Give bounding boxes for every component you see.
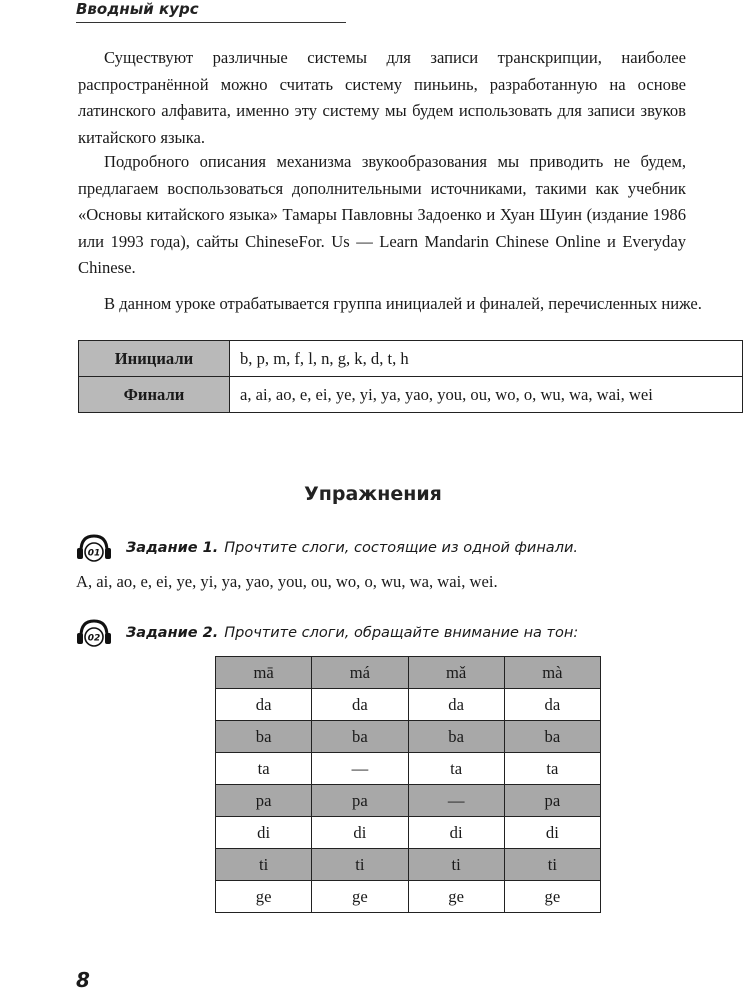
section-title: Упражнения	[304, 483, 442, 505]
paragraph-transcription-systems: Существуют различные системы для записи транскрипции, наиболее распространённой можно считать систему пиньинь, разработанную на основе латинского алфавита, именно эту систему мы будем использовать для записи звуков китайского языка.	[78, 48, 686, 147]
running-header: Вводный курс	[76, 0, 199, 18]
table-cell: ta	[504, 753, 600, 785]
initials-label: Инициали	[79, 341, 230, 377]
table-cell: ti	[408, 849, 504, 881]
table-cell: di	[312, 817, 408, 849]
table-cell: ti	[504, 849, 600, 881]
table-cell: ge	[504, 881, 600, 913]
finals-value: a, ai, ao, e, ei, ye, yi, ya, yao, you, ou, wo, o, wu, wa, wai, wei	[230, 377, 743, 413]
table-row	[216, 721, 601, 753]
table-cell: da	[504, 689, 600, 721]
paragraph-lesson-intro: В данном уроке отрабатывается группа инициалей и финалей, перечисленных ниже.	[104, 294, 702, 313]
task-1-syllables: A, ai, ao, e, ei, ye, yi, ya, yao, you, ou, wo, o, wu, wa, wai, wei.	[76, 572, 498, 591]
table-cell: ge	[408, 881, 504, 913]
finals-label: Финали	[79, 377, 230, 413]
table-cell: ba	[312, 721, 408, 753]
table-cell: pa	[216, 785, 312, 817]
task-2-label: Задание 2.	[126, 625, 219, 641]
table-cell: ge	[312, 881, 408, 913]
table-cell: da	[216, 689, 312, 721]
task-1-label: Задание 1.	[126, 540, 219, 556]
headphones-icon	[76, 534, 112, 562]
table-cell: di	[216, 817, 312, 849]
table-row	[216, 849, 601, 881]
table-cell: ti	[216, 849, 312, 881]
task-1-text: Прочтите слоги, состоящие из одной финали.	[224, 540, 578, 556]
table-cell: ti	[312, 849, 408, 881]
task-2-text: Прочтите слоги, обращайте внимание на тон:	[224, 625, 579, 641]
table-cell: di	[408, 817, 504, 849]
table-row	[79, 377, 743, 413]
table-cell: da	[312, 689, 408, 721]
table-cell: ge	[216, 881, 312, 913]
task-2-badge: 02	[87, 633, 101, 644]
table-cell: pa	[312, 785, 408, 817]
table-cell: mà	[504, 657, 600, 689]
table-cell: da	[408, 689, 504, 721]
table-row	[216, 817, 601, 849]
table-cell: má	[312, 657, 408, 689]
table-row	[216, 657, 601, 689]
table-row	[79, 341, 743, 377]
initials-value: b, p, m, f, l, n, g, k, d, t, h	[230, 341, 743, 377]
paragraph-additional-sources: Подробного описания механизма звукообразования мы приводить не будем, предлагаем воспользоваться дополнительными источниками, такими как учебник «Основы китайского языка» Тамары Павловны Задоенко и Хуан Шуин (издание 1986 или 1993 года), сайты ChineseFor. Us — Learn Mandarin Chinese Online и Everyday Chinese.	[78, 152, 686, 277]
table-cell: —	[312, 753, 408, 785]
initials-finals-table	[78, 340, 743, 413]
table-cell: —	[408, 785, 504, 817]
headphones-icon	[76, 619, 112, 647]
header-rule	[76, 22, 346, 23]
page-number: 8	[76, 968, 90, 992]
tones-table	[215, 656, 601, 913]
table-cell: ta	[408, 753, 504, 785]
table-cell: mǎ	[408, 657, 504, 689]
task-2-heading	[76, 619, 578, 647]
table-cell: di	[504, 817, 600, 849]
table-cell: ba	[216, 721, 312, 753]
table-row	[216, 881, 601, 913]
task-1-badge: 01	[87, 548, 101, 559]
task-1-heading	[76, 534, 578, 562]
table-cell: ba	[408, 721, 504, 753]
table-row	[216, 689, 601, 721]
table-cell: ba	[504, 721, 600, 753]
table-cell: ta	[216, 753, 312, 785]
table-cell: mā	[216, 657, 312, 689]
table-row	[216, 753, 601, 785]
table-cell: pa	[504, 785, 600, 817]
table-row	[216, 785, 601, 817]
